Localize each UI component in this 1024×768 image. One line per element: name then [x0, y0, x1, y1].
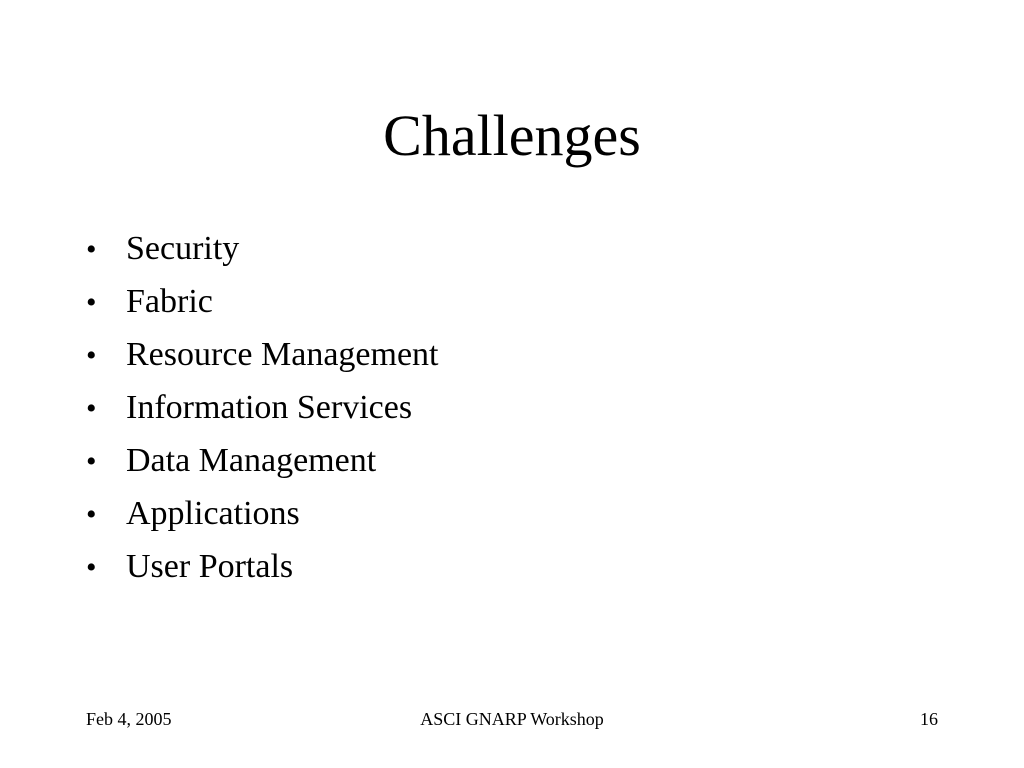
slide-title: Challenges — [383, 103, 641, 168]
bullet-text: Fabric — [126, 283, 213, 320]
list-item — [86, 222, 439, 275]
footer-date: Feb 4, 2005 — [86, 709, 172, 729]
bullet-text: Information Services — [126, 389, 413, 426]
list-item — [86, 434, 439, 487]
bullet-icon: • — [86, 286, 97, 319]
list-item — [86, 540, 439, 593]
bullet-list — [86, 222, 439, 593]
bullet-text: Data Management — [126, 442, 377, 479]
bullet-icon: • — [86, 551, 97, 584]
bullet-text: Resource Management — [126, 336, 439, 373]
bullet-icon: • — [86, 498, 97, 531]
list-item — [86, 328, 439, 381]
list-item — [86, 275, 439, 328]
list-item — [86, 381, 439, 434]
bullet-text: Applications — [126, 495, 300, 532]
footer-title: ASCI GNARP Workshop — [420, 709, 604, 729]
bullet-icon: • — [86, 445, 97, 478]
bullet-text: Security — [126, 230, 240, 267]
bullet-icon: • — [86, 392, 97, 425]
page-number: 16 — [920, 709, 938, 729]
bullet-icon: • — [86, 339, 97, 372]
list-item — [86, 487, 439, 540]
bullet-icon: • — [86, 233, 97, 266]
bullet-text: User Portals — [126, 548, 294, 585]
